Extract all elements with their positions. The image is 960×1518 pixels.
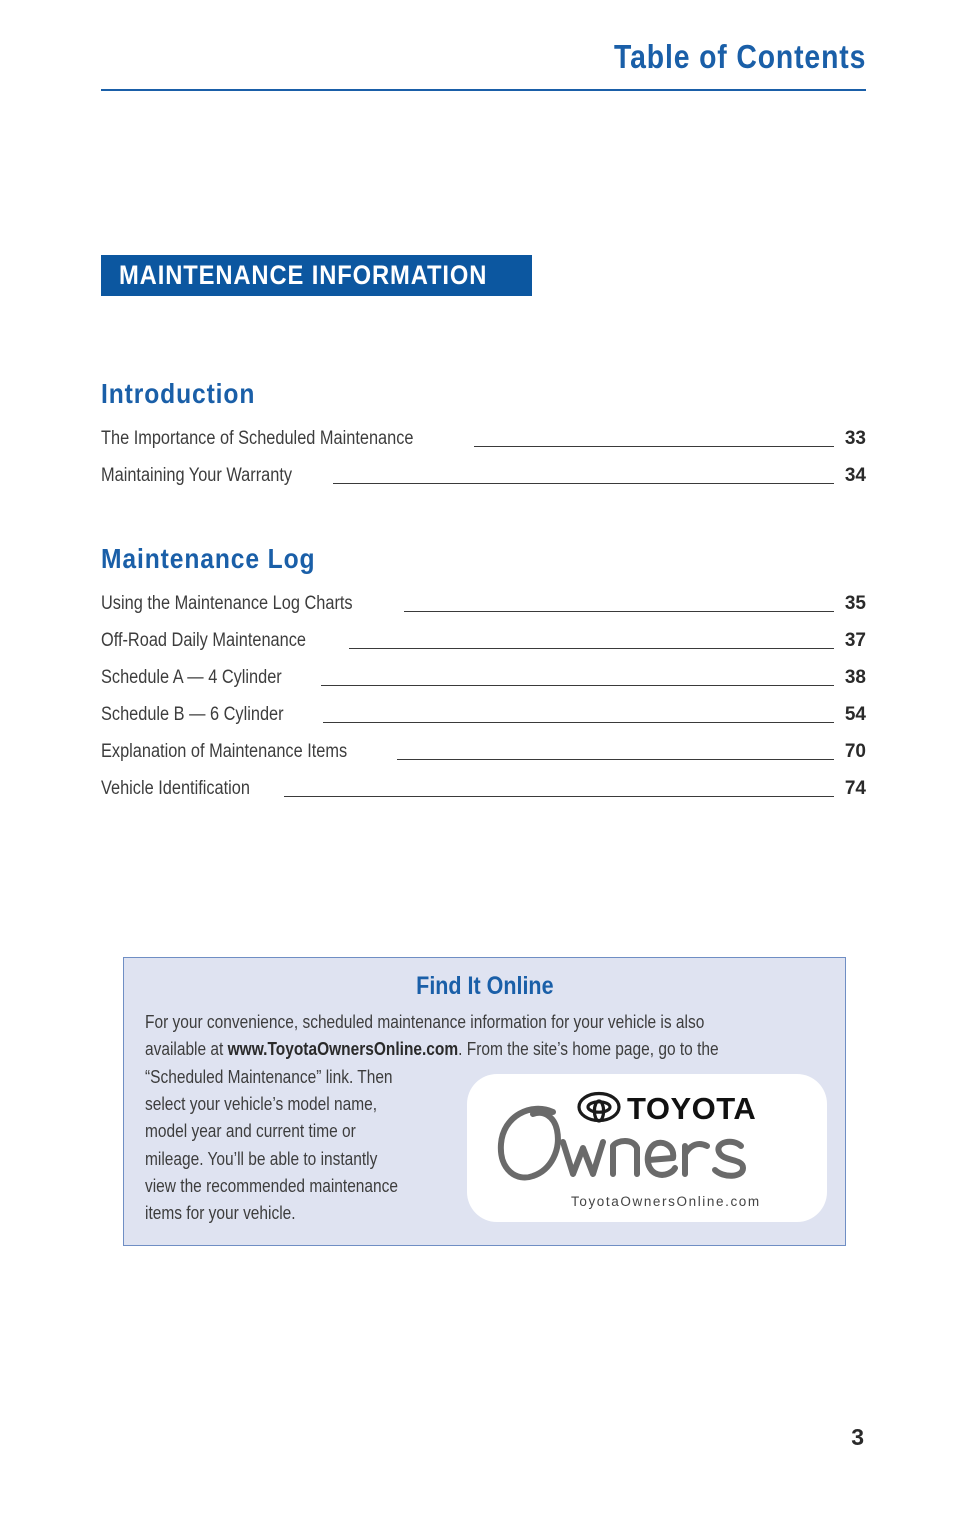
toyota-owners-logo[interactable] <box>467 1074 827 1222</box>
toc-entry-importance[interactable] <box>101 426 866 450</box>
toc-entry-using-log-charts[interactable] <box>101 591 866 615</box>
toc-entry-page: 38 <box>844 667 866 688</box>
toyota-owners-logo-graphic <box>467 1074 827 1222</box>
toc-entry-page: 70 <box>844 741 866 762</box>
section-banner-label: MAINTENANCE INFORMATION <box>119 260 488 290</box>
toc-entry-page: 37 <box>844 630 866 651</box>
toc-entry-label: Maintaining Your Warranty <box>101 465 293 486</box>
page-title: Table of Contents <box>613 38 866 75</box>
toc-leader-line <box>397 759 834 760</box>
toyota-brand-text: TOYOTA <box>627 1091 757 1126</box>
toc-entry-explanation[interactable] <box>101 739 866 763</box>
title-divider <box>101 89 866 91</box>
toc-leader-line <box>284 796 834 797</box>
online-text-prefix: available at <box>145 1039 228 1059</box>
toc-entry-label: Vehicle Identification <box>101 778 250 799</box>
owners-online-link[interactable]: www.ToyotaOwnersOnline.com <box>227 1039 459 1059</box>
toc-entry-label: Using the Maintenance Log Charts <box>101 593 353 614</box>
toc-entry-page: 35 <box>844 593 866 614</box>
online-text-line-3: “Scheduled Maintenance” link. Then <box>145 1067 393 1087</box>
toc-entry-off-road[interactable] <box>101 628 866 652</box>
online-text-line-1: For your convenience, scheduled maintenance information for your vehicle is also <box>145 1012 705 1032</box>
toc-leader-line <box>474 446 834 447</box>
toc-leader-line <box>323 722 834 723</box>
toc-leader-line <box>404 611 834 612</box>
online-text-line-5: model year and current time or <box>145 1121 356 1141</box>
toyota-emblem-icon <box>579 1094 619 1122</box>
toc-entry-label: The Importance of Scheduled Maintenance <box>101 428 414 449</box>
online-text-line-8: items for your vehicle. <box>145 1203 296 1223</box>
group-heading-maintenance-log: Maintenance Log <box>101 543 316 574</box>
online-text-line-6: mileage. You’ll be able to instantly <box>145 1149 378 1169</box>
toc-entry-label: Schedule A — 4 Cylinder <box>101 667 282 688</box>
toc-entry-page: 54 <box>844 704 866 725</box>
find-it-online-title <box>124 972 845 1001</box>
toc-entry-page: 34 <box>844 465 866 486</box>
toc-entry-label: Explanation of Maintenance Items <box>101 741 348 762</box>
find-it-online-title-text: Find It Online <box>415 972 554 1000</box>
page-number: 3 <box>851 1424 864 1450</box>
group-heading-introduction: Introduction <box>101 378 256 409</box>
online-text-line-7: view the recommended maintenance <box>145 1176 398 1196</box>
toc-leader-line <box>333 483 834 484</box>
toc-leader-line <box>349 648 834 649</box>
toc-entry-schedule-a[interactable] <box>101 665 866 689</box>
owners-url-text: ToyotaOwnersOnline.com <box>571 1194 761 1209</box>
toc-entry-label: Schedule B — 6 Cylinder <box>101 704 284 725</box>
online-text-suffix: . From the site’s home page, go to the <box>458 1039 719 1059</box>
toc-entry-page: 74 <box>844 778 866 799</box>
toc-entry-warranty[interactable] <box>101 463 866 487</box>
find-it-online-panel <box>123 957 846 1246</box>
toc-entry-page: 33 <box>844 428 866 449</box>
online-text-line-2 <box>145 1039 719 1060</box>
toc-leader-line <box>321 685 834 686</box>
toc-entry-schedule-b[interactable] <box>101 702 866 726</box>
toc-entry-label: Off-Road Daily Maintenance <box>101 630 306 651</box>
online-text-line-4: select your vehicle’s model name, <box>145 1094 378 1114</box>
section-banner <box>101 255 532 296</box>
toc-entry-vehicle-id[interactable] <box>101 776 866 800</box>
